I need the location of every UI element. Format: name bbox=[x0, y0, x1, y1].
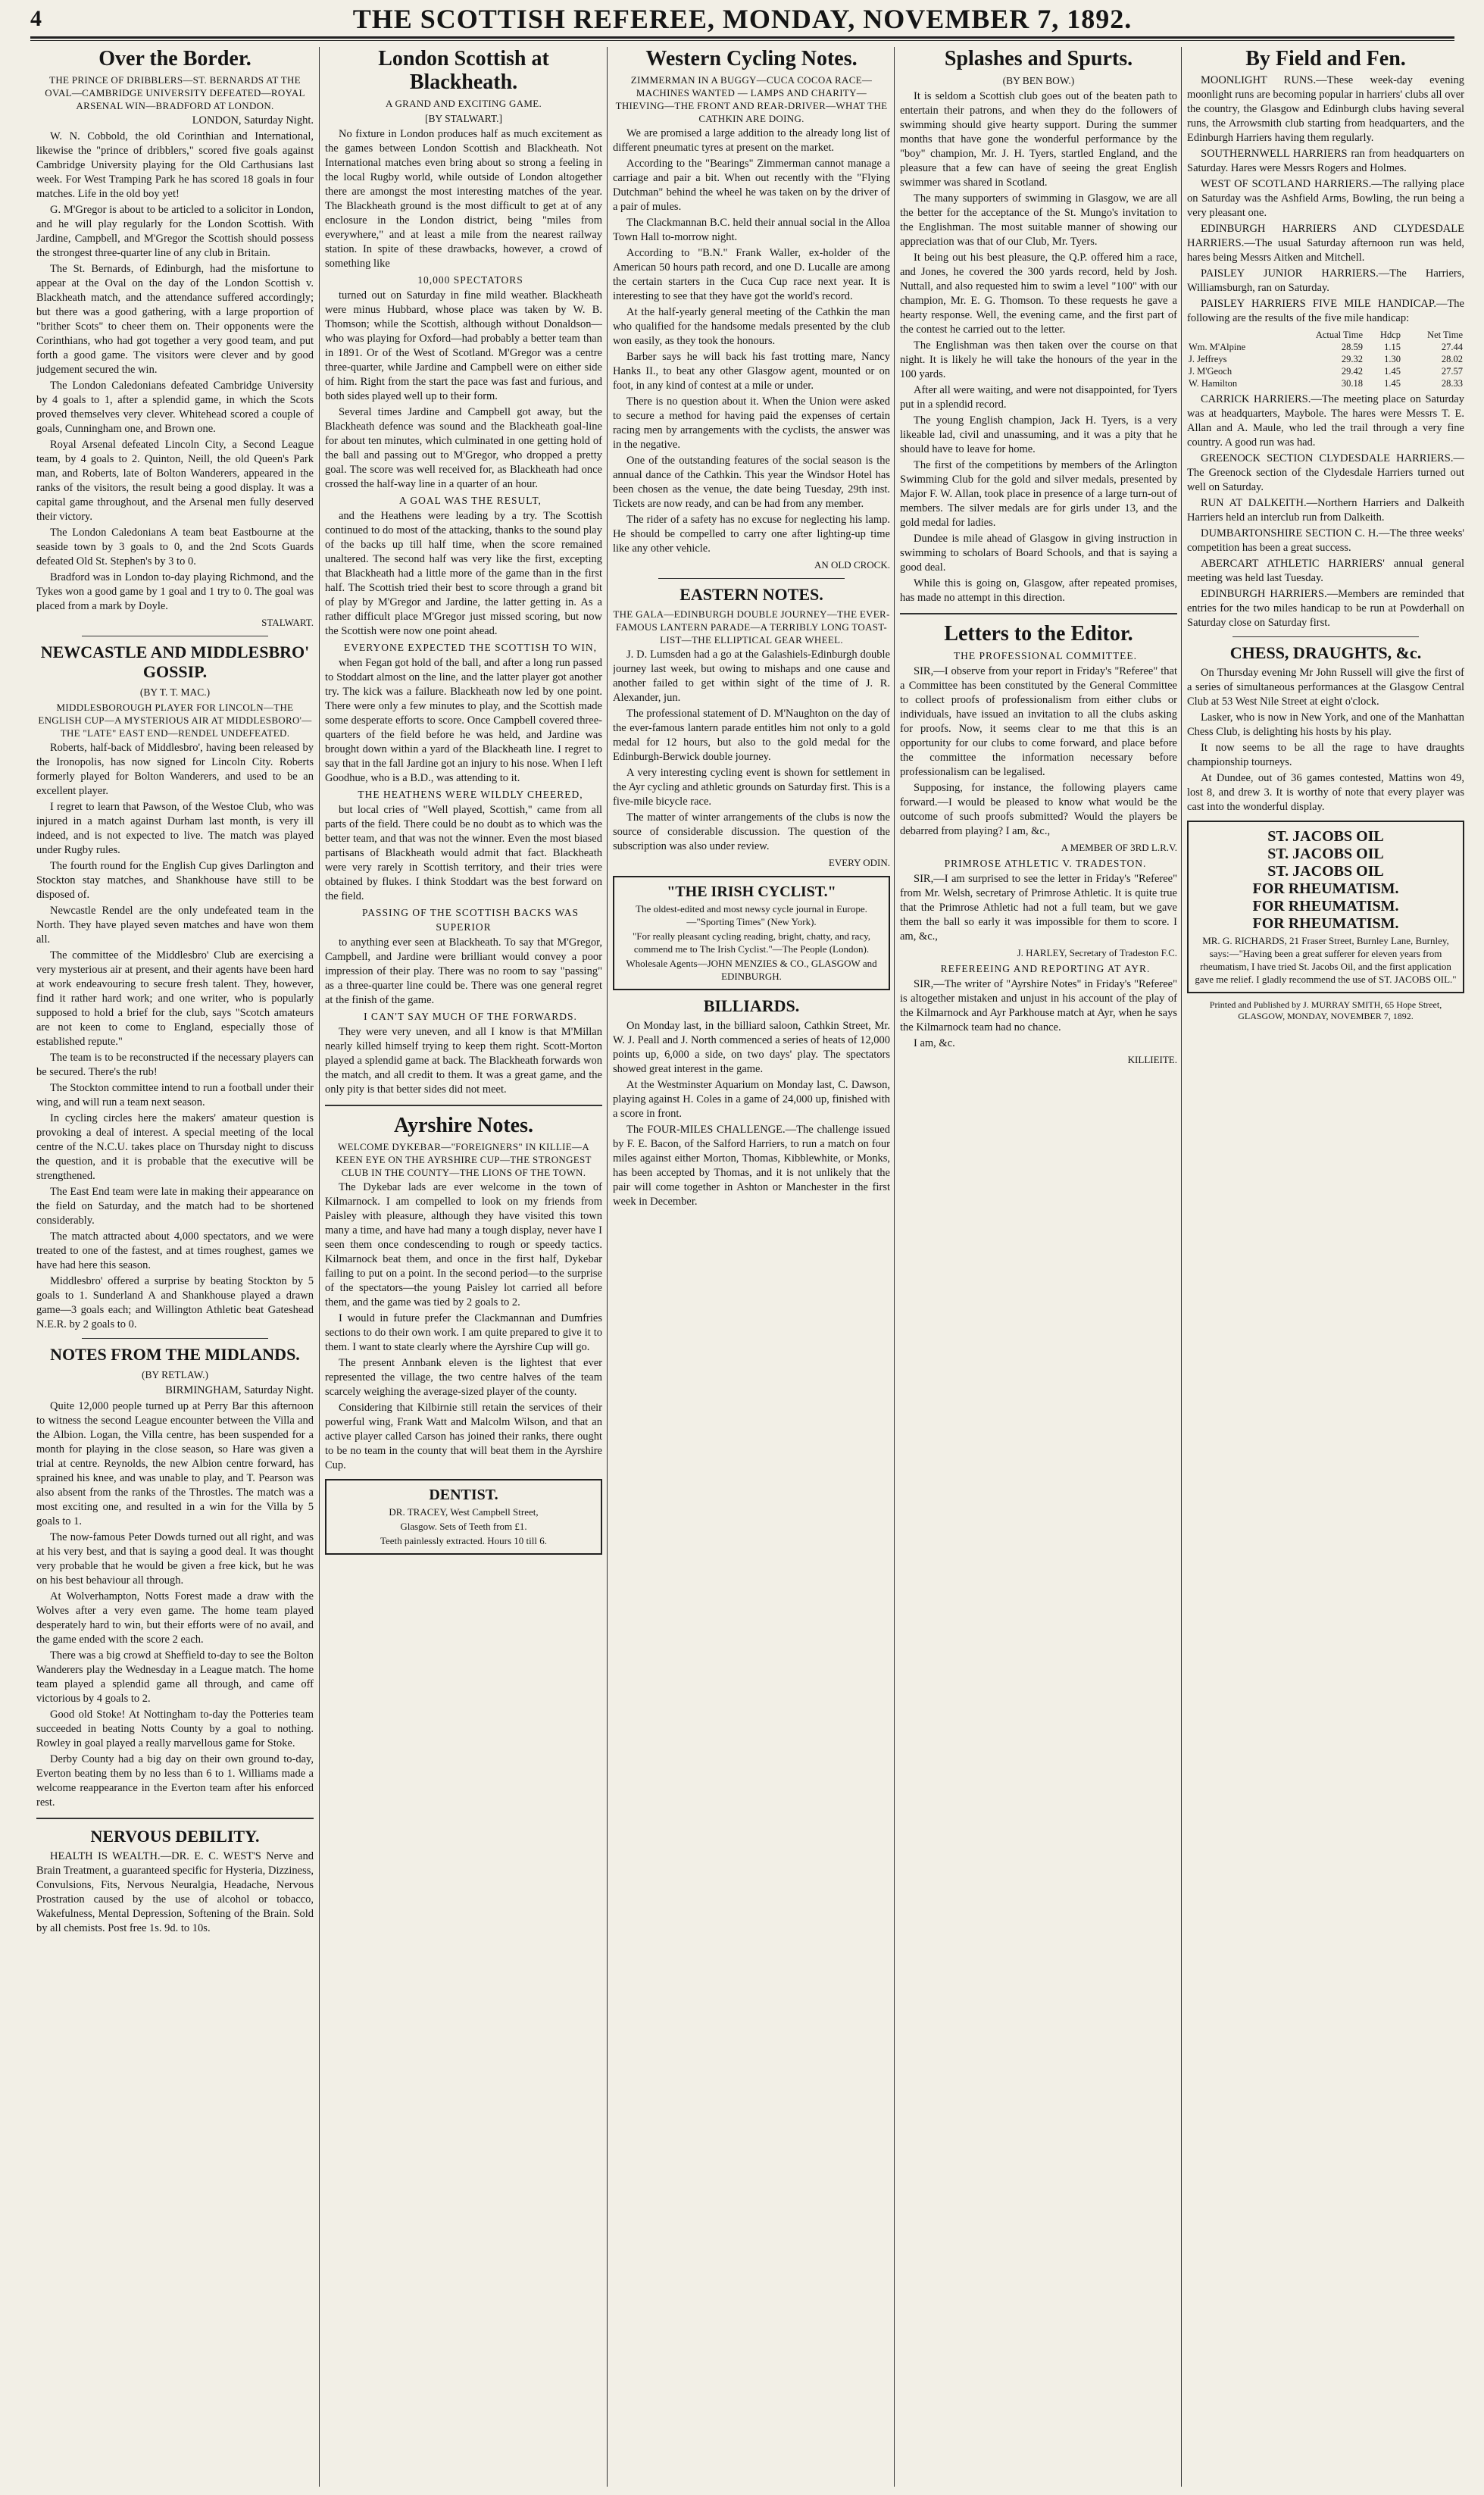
paragraph: At the half-yearly general meeting of the Cathkin the man who qualified for the handsome medals presented by the club won easily, as they took the honours. bbox=[613, 306, 890, 347]
column-5 bbox=[1187, 47, 1464, 2488]
article-heading: NOTES FROM THE MIDLANDS. bbox=[50, 1345, 300, 1364]
paragraph: The fourth round for the English Cup gives Darlington and Stockton stay matches, and Shankhouse have still to be disposed of. bbox=[36, 860, 314, 901]
table-cell: J. Jeffreys bbox=[1189, 354, 1227, 364]
advert-title: FOR RHEUMATISM. bbox=[1252, 915, 1399, 932]
table-cell: 1.15 bbox=[1384, 342, 1401, 352]
subheading: I CAN'T SAY MUCH OF THE FORWARDS. bbox=[364, 1011, 577, 1022]
table-cell: Wm. M'Alpine bbox=[1189, 342, 1246, 352]
paragraph: I would in future prefer the Clackmannan and Dumfries sections to do their own work. I am quite prepared to give it to them. I want to state clearly where the Ayrshire Cup will go. bbox=[325, 1312, 602, 1353]
table-cell: W. Hamilton bbox=[1189, 378, 1238, 389]
table-cell: 27.57 bbox=[1441, 366, 1463, 377]
advert-heading: NERVOUS DEBILITY. bbox=[90, 1827, 260, 1846]
signature: J. HARLEY, Secretary of Tradeston F.C. bbox=[1017, 947, 1177, 958]
paragraph: DUMBARTONSHIRE SECTION C. H.—The three weeks' competition has been a great success. bbox=[1187, 527, 1464, 554]
paragraph: RUN AT DALKEITH.—Northern Harriers and Dalkeith Harriers held an interclub run from Dalkeith. bbox=[1187, 497, 1464, 524]
paragraph: The St. Bernards, of Edinburgh, had the misfortune to appear at the Oval on the day of the London Scottish v. Blackheath match, and the attendance suffered accordingly; but there was a good gathering, with a large proportion of "brither Scots" to cheer them on. Their opponents were the Corinthians, who had got together a very good team, and put forth a good game. The visitors were clever and by good judgement secured the win. bbox=[36, 263, 314, 376]
masthead bbox=[30, 5, 1454, 33]
paragraph: The Stockton committee intend to run a football under their wing, and will run a team next season. bbox=[36, 1082, 314, 1108]
advert-line: Wholesale Agents—JOHN MENZIES & CO., GLASGOW and EDINBURGH. bbox=[626, 958, 877, 982]
advert-title: FOR RHEUMATISM. bbox=[1252, 898, 1399, 915]
dentist-advert bbox=[325, 1479, 602, 1555]
signature: EVERY ODIN. bbox=[828, 857, 890, 868]
table-header-row bbox=[1187, 329, 1464, 341]
table-cell: 28.59 bbox=[1341, 342, 1363, 352]
paragraph: The rider of a safety has no excuse for neglecting his lamp. He should be compelled to carry one after lighting-up time like any other vehicle. bbox=[613, 514, 890, 555]
paragraph: GREENOCK SECTION CLYDESDALE HARRIERS.—The Greenock section of the Clydesdale Harriers turned out well on Saturday. bbox=[1187, 452, 1464, 493]
article-deck: A GRAND AND EXCITING GAME. bbox=[385, 98, 542, 109]
paragraph: The Englishman was then taken over the course on that night. It is likely he will take the honours of the year in the 100 yards. bbox=[900, 339, 1177, 380]
paragraph: In cycling circles here the makers' amateur question is provoking a deal of interest. A special meeting of the local centre of the N.C.U. takes place on Thursday night to discuss the question, and it is probable that the executive will be strengthened. bbox=[36, 1112, 314, 1182]
paragraph: They were very uneven, and all I know is that M'Millan nearly killed himself trying to keep them right. Scott-Morton played a splendid game at back. The Blackheath forwards won the match, and all credit to them. It was a great game, and the only pity is that better sides did not meet. bbox=[325, 1026, 602, 1096]
paragraph: It now seems to be all the rage to have draughts championship tourneys. bbox=[1187, 742, 1464, 768]
table-cell: 29.42 bbox=[1341, 366, 1363, 377]
divider bbox=[900, 613, 1177, 614]
advert-line: Teeth painlessly extracted. Hours 10 till 6. bbox=[380, 1535, 548, 1546]
table-cell: 28.33 bbox=[1441, 378, 1463, 389]
article-heading: Splashes and Spurts. bbox=[944, 47, 1133, 70]
paragraph: Lasker, who is now in New York, and one of the Manhattan Chess Club, is delighting his hosts by his play. bbox=[1187, 711, 1464, 738]
article-heading: NEWCASTLE AND MIDDLESBRO' GOSSIP. bbox=[40, 643, 310, 681]
paragraph: turned out on Saturday in fine mild weather. Blackheath were minus Hubbard, whose place was taken by W. B. Thomson; while the Scottish, although without Donaldson—who was playing for Oxford—had probably a better team than in 1891. Or of the West of Scotland. M'Gregor was a centre three-quarter, while Jardine and Campbell were on either side of him. Right from the start the pace was fast and furious, and both sides played well up to their form. bbox=[325, 289, 602, 402]
results-table bbox=[1187, 329, 1464, 389]
article-heading: Ayrshire Notes. bbox=[393, 1114, 534, 1137]
paragraph: The young English champion, Jack H. Tyers, is a very likeable lad, civil and unassuming, and it was a pity that he should have to leave for home. bbox=[900, 414, 1177, 455]
article-heading: EASTERN NOTES. bbox=[680, 585, 823, 604]
byline: (BY BEN BOW.) bbox=[1002, 75, 1075, 86]
subheading: PASSING OF THE SCOTTISH BACKS WAS SUPERIOR bbox=[362, 907, 579, 933]
paragraph: There is no question about it. When the Union were asked to secure a method for having paid the expenses of certain racing men by arrangements with the cyclists, the answer was in the negative. bbox=[613, 396, 890, 451]
advert-line: Glasgow. Sets of Teeth from £1. bbox=[400, 1521, 527, 1532]
irish-cyclist-advert bbox=[613, 876, 890, 990]
paragraph: At Wolverhampton, Notts Forest made a draw with the Wolves after a very even game. The home team played desperately hard to win, but their efforts were of no avail, and the game ended with the score 2 each. bbox=[36, 1590, 314, 1646]
article-deck: WELCOME DYKEBAR—"FOREIGNERS" IN KILLIE—A KEEN EYE ON THE AYRSHIRE CUP—THE STRONGEST CLUB IN THE COUNTY—THE LIONS OF THE TOWN. bbox=[336, 1141, 592, 1178]
paragraph: While this is going on, Glasgow, after repeated promises, has made no attempt in this direction. bbox=[900, 577, 1177, 604]
table-header bbox=[1187, 329, 1283, 341]
advert-title: "THE IRISH CYCLIST." bbox=[667, 883, 836, 900]
paragraph: The London Caledonians A team beat Eastbourne at the seaside town by 3 goals to 0, and the 2nd Scots Guards defeated Old St. Stephen's by 3 to 0. bbox=[36, 527, 314, 567]
paragraph: According to the "Bearings" Zimmerman cannot manage a carriage and pair a bit. When out recently with the "Flying Dutchman" behind the wheel he was taken on by the driver of a pair of mules. bbox=[613, 158, 890, 213]
masthead-rule-thin bbox=[30, 40, 1454, 41]
subheading: EVERYONE EXPECTED THE SCOTTISH TO WIN, bbox=[344, 642, 597, 653]
dateline: BIRMINGHAM, Saturday Night. bbox=[165, 1384, 314, 1396]
paragraph: Considering that Kilbirnie still retain the services of their powerful wing, Frank Watt and Malcolm Wilson, and that an active player called Carson has joined their ranks, there ought to be no team in the county that will beat them in the Ayrshire Cup. bbox=[325, 1402, 602, 1471]
byline: (BY T. T. MAC.) bbox=[139, 686, 211, 698]
paragraph: SIR,—I am surprised to see the letter in Friday's "Referee" from Mr. Welsh, secretary of Primrose Athletic. It is quite true that the Primrose Athletic had not a full team, but we gave them the ball so early it was impossible for them to score. I am, &c., bbox=[900, 873, 1177, 943]
column-rule bbox=[1181, 47, 1182, 2487]
paragraph: The first of the competitions by members of the Arlington Swimming Club for the gold and silver medals, presented by Major F. W. Allan, took place in presence of a large turn-out of members. The silver medals are for girls under 13, and the gold medal for ladies. bbox=[900, 459, 1177, 529]
subheading: A GOAL WAS THE RESULT, bbox=[399, 495, 542, 506]
column-1 bbox=[36, 47, 314, 2488]
subheading: PRIMROSE ATHLETIC V. TRADESTON. bbox=[944, 858, 1147, 869]
article-deck: THE PRINCE OF DRIBBLERS—ST. BERNARDS AT THE OVAL—CAMBRIDGE UNIVERSITY DEFEATED—ROYAL ARSENAL WIN—BRADFORD AT LONDON. bbox=[45, 74, 305, 111]
subheading: REFEREEING AND REPORTING AT AYR. bbox=[940, 963, 1151, 974]
article-heading: By Field and Fen. bbox=[1245, 47, 1406, 70]
paragraph: I regret to learn that Pawson, of the Westoe Club, who was injured in a match against Durham last month, is very ill indeed, and is not expected to live. The match was played under Rugby rules. bbox=[36, 801, 314, 856]
divider bbox=[36, 1818, 314, 1819]
paragraph: PAISLEY HARRIERS FIVE MILE HANDICAP.—The following are the results of the five mile handicap: bbox=[1187, 298, 1464, 324]
paragraph: On Monday last, in the billiard saloon, Cathkin Street, Mr. W. J. Peall and J. North commenced a series of heats of 12,000 points up, 6,000 a side, on two days' play. The spectators showed great interest in the game. bbox=[613, 1020, 890, 1075]
table-header: Actual Time bbox=[1315, 330, 1363, 340]
advert-title: FOR RHEUMATISM. bbox=[1252, 880, 1399, 897]
article-deck: MIDDLESBOROUGH PLAYER FOR LINCOLN—THE ENGLISH CUP—A MYSTERIOUS AIR AT MIDDLESBORO'—THE "LATE" EAST END—RENDEL UNDEFEATED. bbox=[38, 702, 312, 739]
table-cell: J. M'Geoch bbox=[1189, 366, 1233, 377]
paragraph: SOUTHERNWELL HARRIERS ran from headquarters on Saturday. Hares were Messrs Rogers and Holmes. bbox=[1187, 148, 1464, 174]
paragraph: A very interesting cycling event is shown for settlement in the Ayr cycling and athletic grounds on Saturday first. This is a five-mile bicycle race. bbox=[613, 767, 890, 808]
subheading: THE HEATHENS WERE WILDLY CHEERED, bbox=[358, 789, 583, 800]
paragraph: Roberts, half-back of Middlesbro', having been released by the Ironopolis, has now signed for Lincoln City. Roberts formerly played for Bolton Wanderers, and used to be an excellent player. bbox=[36, 742, 314, 797]
paragraph: Good old Stoke! At Nottingham to-day the Potteries team succeeded in beating Notts County by a goal to nothing. Rowley in goal played a really marvellous game for Stoke. bbox=[36, 1709, 314, 1749]
paragraph: The now-famous Peter Dowds turned out all right, and was at his very best, and that is saying a good deal. It was thought very probable that he would be given a free kick, but he was on his best behaviour all through. bbox=[36, 1531, 314, 1587]
paragraph: when Fegan got hold of the ball, and after a long run passed to Stoddart almost on the line, and the latter player got another try. The kick was a failure. Blackheath now led by one point. There were only a few minutes to play, and the Scottish made some desperate efforts to score. Once Campbell covered three-quarters of the field before he was held, and Jardine was brought down within a yard of the Blackheath line. I regret to say that in the fall Jardine got an injury to his nose. When I left Goodhue, who is a B.D., was attending to it. bbox=[325, 657, 602, 784]
subheading: 10,000 SPECTATORS bbox=[417, 274, 523, 286]
signature: KILLIEITE. bbox=[1127, 1054, 1177, 1065]
paragraph: CARRICK HARRIERS.—The meeting place on Saturday was at headquarters, Maybole. The hares were Messrs T. E. Allan and A. Maule, who led the trail through a very fine country. A good run was had. bbox=[1187, 393, 1464, 449]
paragraph: J. D. Lumsden had a go at the Galashiels-Edinburgh double journey last week, but owing to mishaps and one cause and another failed to get within sight of the time of J. R. Alexander, jun. bbox=[613, 649, 890, 704]
table-row bbox=[1187, 341, 1464, 353]
paragraph: Middlesbro' offered a surprise by beating Stockton by 5 goals to 1. Sunderland A and Shankhouse played a drawn game—3 goals each; and Willington Athletic beat Gateshead N.E.R. by 2 goals to 0. bbox=[36, 1275, 314, 1330]
paragraph: EDINBURGH HARRIERS.—Members are reminded that entries for the two miles handicap to be run at Powderhall on Saturday close on Saturday first. bbox=[1187, 588, 1464, 629]
table-header: Hdcp bbox=[1379, 330, 1401, 340]
article-heading: BILLIARDS. bbox=[703, 996, 800, 1015]
paragraph: and the Heathens were leading by a try. The Scottish continued to do most of the attacking, thanks to the sound play of the backs up till half time, when the score remained unaltered. The second half was very like the first, excepting that Blackheath had a little more of the game than in the first half. The Scottish tried their best to score through a grand bit of play by M'Gregor and Jardine, the latter getting in. As a rather difficult place M'Gregor just missed scoring, but now the Scottish were now one point ahead. bbox=[325, 510, 602, 637]
subheading: THE PROFESSIONAL COMMITTEE. bbox=[953, 650, 1138, 661]
table-cell: 29.32 bbox=[1341, 354, 1363, 364]
paragraph: EDINBURGH HARRIERS AND CLYDESDALE HARRIERS.—The usual Saturday afternoon run was held, hares being Messrs Aitken and Mitchell. bbox=[1187, 223, 1464, 264]
paragraph: On Thursday evening Mr John Russell will give the first of a series of simultaneous performances at the Glasgow Central Club at 53 West Nile Street at eight o'clock. bbox=[1187, 667, 1464, 708]
article-deck: THE GALA—EDINBURGH DOUBLE JOURNEY—THE EVER-FAMOUS LANTERN PARADE—A TERRIBLY LONG TOAST-LIST—THE ELLIPTICAL GEAR WHEEL. bbox=[613, 608, 890, 646]
paragraph: I am, &c. bbox=[914, 1037, 955, 1049]
column-rule bbox=[607, 47, 608, 2487]
article-heading: Over the Border. bbox=[98, 47, 251, 70]
advert-text: HEALTH IS WEALTH.—DR. E. C. WEST'S Nerve and Brain Treatment, a guaranteed specific for Hysteria, Dizziness, Convulsions, Fits, Nervous Neuralgia, Headache, Nervous Prostration caused by the use of alcohol or tobacco, Wakefulness, Mental Depression, Softening of the Brain. Sold by all chemists. Post free 1s. 9d. to 10s. bbox=[36, 1850, 314, 1934]
table-row bbox=[1187, 377, 1464, 389]
paragraph: The professional statement of D. M'Naughton on the day of the ever-famous lantern parade entitles him not only to a gold medal for 12 hours, but also to the gold medal for the Edinburgh-Berwick double journey. bbox=[613, 708, 890, 763]
paragraph: ABERCART ATHLETIC HARRIERS' annual general meeting was held last Tuesday. bbox=[1187, 558, 1464, 584]
dateline: LONDON, Saturday Night. bbox=[192, 114, 314, 127]
paragraph: It is seldom a Scottish club goes out of the beaten path to entertain their patrons, and when they do the followers of swimming should give hearty support. During the summer months that have gone the wonderful performance by the "boy" champion, Mr. J. H. Tyers, startled England, and the pleasure that a few can have of seeing the great English swimmer was shared in Scotland. bbox=[900, 90, 1177, 189]
paragraph: The team is to be reconstructed if the necessary players can be secured. There's the rub! bbox=[36, 1052, 314, 1078]
paragraph: The London Caledonians defeated Cambridge University by 4 goals to 1, after a splendid game, in which the Scots proved themselves very clever. Whitehead scored a couple of goals, Cunningham one, and Brown one. bbox=[36, 380, 314, 435]
paragraph: Newcastle Rendel are the only undefeated team in the North. They have played seven matches and have won them all. bbox=[36, 905, 314, 946]
byline: (BY RETLAW.) bbox=[142, 1369, 208, 1380]
article-heading: London Scottish at Blackheath. bbox=[378, 47, 549, 94]
printer-imprint: Printed and Published by J. MURRAY SMITH, 65 Hope Street, GLASGOW, MONDAY, NOVEMBER 7, 1892. bbox=[1209, 999, 1442, 1021]
paragraph: The Dykebar lads are ever welcome in the town of Kilmarnock. I am compelled to look on my friends from Paisley with pleasure, although they have visited this town many a time, and have had many a tough display, never have I seen them once condescending to rough or speedy tactics. Kilmarnock beat them, and once in the first half, Dykebar failing to put on a point. In the second period—to the surprise of the spectators—the young Paisley lot carried all before them, and the game was tied by 2 goals to 2. bbox=[325, 1181, 602, 1308]
article-heading: Western Cycling Notes. bbox=[645, 47, 858, 70]
paragraph: The many supporters of swimming in Glasgow, we are all the better for the acceptance of the St. Mungo's invitation to the Englishman. The most suitable manner of showing our appreciation was that of our Club, Mr. Tyers. bbox=[900, 192, 1177, 248]
table-cell: 27.44 bbox=[1441, 342, 1463, 352]
paragraph: One of the outstanding features of the social season is the annual dance of the Cathkin. This year the Windsor Hotel has been chosen as the venue, the date being Tuesday, 29th inst. Tickets are now ready, and can be had from any member. bbox=[613, 455, 890, 510]
table-row bbox=[1187, 365, 1464, 377]
advert-line: "For really pleasant cycling reading, bright, chatty, and racy, commend me to The Irish Cyclist."—The People (London). bbox=[632, 930, 871, 955]
paragraph: At Dundee, out of 36 games contested, Mattins won 49, lost 8, and drew 3. It is worthy of note that every player was cast into the wonderful display. bbox=[1187, 772, 1464, 813]
advert-line: The oldest-edited and most newsy cycle journal in Europe.—"Sporting Times" (New York). bbox=[636, 903, 867, 927]
signature: A MEMBER OF 3RD L.R.V. bbox=[1061, 842, 1177, 853]
paragraph: Quite 12,000 people turned up at Perry Bar this afternoon to witness the second League encounter between the Villa and the Albion. Logan, the Villa centre, has been suspended for a month for playing in the close season, so Hare was given a trial at centre. Reynolds, the new Albion centre forward, has sprained his knee, and was unable to play, and T. Pearson was also absent from the ranks of the Throstles. The match was a most exciting one, and resulted in a win for the Villa by 5 goals to 1. bbox=[36, 1400, 314, 1527]
paragraph: After all were waiting, and were not disappointed, for Tyers put in a splendid record. bbox=[900, 384, 1177, 411]
paragraph: The committee of the Middlesbro' Club are exercising a very mysterious air at present, and their agents have been hard at work endeavouring to secure fresh talent. They, however, find it rather hard work; and one writer, who is popularly supposed to hold a brief for the club, says "Scotch amateurs are not keen to come to England, especially those of established repute." bbox=[36, 949, 314, 1048]
paragraph: The match attracted about 4,000 spectators, and we were treated to one of the fastest, and at times roughest, games we have had here this season. bbox=[36, 1230, 314, 1271]
paragraph: The matter of winter arrangements of the clubs is now the source of considerable discussion. The question of the subscription was also under review. bbox=[613, 811, 890, 852]
table-row bbox=[1187, 353, 1464, 365]
paragraph: WEST OF SCOTLAND HARRIERS.—The rallying place on Saturday was the Ashfield Arms, Bowling, the run being a very pleasant one. bbox=[1187, 178, 1464, 219]
column-rule bbox=[894, 47, 895, 2487]
paragraph: It being out his best pleasure, the Q.P. offered him a race, and Jones, he covered the 300 yards record, held by Josh. Nuttall, and also requested him to swim a level "100" with our champion, Mr. E. G. Thomson. To these requests he gave a hearty response. Well, the evening came, and the first part of the contest he carried out to the letter. bbox=[900, 252, 1177, 336]
paragraph: Barber says he will back his fast trotting mare, Nancy Hanks II., to beat any other Glasgow agent, mounted or on foot, in any kind of contest at a mile or under. bbox=[613, 351, 890, 392]
paragraph: The Clackmannan B.C. held their annual social in the Alloa Town Hall to-morrow night. bbox=[613, 217, 890, 243]
paragraph: We are promised a large addition to the already long list of different pneumatic tyres at present on the market. bbox=[613, 127, 890, 154]
column-2 bbox=[325, 47, 602, 2488]
column-3 bbox=[613, 47, 890, 2488]
paragraph: The FOUR-MILES CHALLENGE.—The challenge issued by F. E. Bacon, of the Salford Harriers, to run a match on four miles against either Morton, Thomas, Kibblewhite, or Monks, has been accepted by Thomas, and it is not unlikely that the pair will come together in Ashton or Manchester in the first week in December. bbox=[613, 1124, 890, 1208]
table-cell: 1.45 bbox=[1384, 378, 1401, 389]
table-cell: 30.18 bbox=[1341, 378, 1363, 389]
paragraph: PAISLEY JUNIOR HARRIERS.—The Harriers, Williamsburgh, ran on Saturday. bbox=[1187, 267, 1464, 294]
table-cell: 1.30 bbox=[1384, 354, 1401, 364]
paragraph: MOONLIGHT RUNS.—These week-day evening moonlight runs are becoming popular in harriers' clubs all over the country, the Glasgow and Edinburgh clubs having several runs, the Arrowsmith club starting from headquarters, and the Edinburgh Harriers having them regularly. bbox=[1187, 74, 1464, 144]
paragraph: Derby County had a big day on their own ground to-day, Everton beating them by no less than 6 to 1. Williams made a welcome reappearance in the Everton team after his enforced rest. bbox=[36, 1753, 314, 1809]
masthead-rule bbox=[30, 36, 1454, 39]
st-jacobs-oil-advert bbox=[1187, 821, 1464, 993]
paragraph: Royal Arsenal defeated Lincoln City, a Second League team, by 4 goals to 2. Quinton, Neill, the old Queen's Park man, and Roberts, late of Bolton Wanderers, appeared in the ranks of the visitors, the result being a good display. It was a capital game throughout, and the Arsenal men fully deserved their victory. bbox=[36, 439, 314, 523]
paragraph: SIR,—The writer of "Ayrshire Notes" in Friday's "Referee" is altogether mistaken and unjust in his account of the play of the Kilmarnock and Ayr Parkhouse match at Ayr, when he says the Kilmarnock team had no chance. bbox=[900, 978, 1177, 1033]
paragraph: The East End team were late in making their appearance on the field on Saturday, and the match had to be shortened considerably. bbox=[36, 1186, 314, 1227]
divider bbox=[658, 578, 845, 579]
divider bbox=[1233, 636, 1419, 637]
paragraph: Dundee is mile ahead of Glasgow in giving instruction in swimming to scholars of Board Schools, and that is saying a good deal. bbox=[900, 533, 1177, 574]
signature: AN OLD CROCK. bbox=[814, 559, 890, 571]
paragraph: At the Westminster Aquarium on Monday last, C. Dawson, playing against H. Coles in a game of 24,000 up, finished with a score in front. bbox=[613, 1079, 890, 1120]
paragraph: but local cries of "Well played, Scottish," came from all parts of the field. There could be no doubt as to which was the better team, and that was not the winner. Even the most biased partisans of Blackheath would admit that fact. Blackheath were very rarely in Scottish territory, and their tries were obtained by flukes. I think Stoddart was the best forward on the field. bbox=[325, 804, 602, 902]
table-cell: 28.02 bbox=[1441, 354, 1463, 364]
table-cell: 1.45 bbox=[1384, 366, 1401, 377]
paragraph: Supposing, for instance, the following players came forward.—I would be pleased to know what would be the outcome of such proofs submitted? Would the players be debarred from playing? I am, &c., bbox=[900, 782, 1177, 837]
divider bbox=[82, 1338, 268, 1339]
paragraph: No fixture in London produces half as much excitement as the games between London Scottish and Blackheath. Not International matches even bring about so strong a feeling in the local Rugby world, while outside of London altogether there are amongst the most interesting matches of the year. The Blackheath ground is the most difficult to get at of any enclosure in the London district, being "miles from everywhere," and at least a mile from the nearest railway station. In spite of these drawbacks, however, a crowd of something like bbox=[325, 128, 602, 270]
column-4 bbox=[900, 47, 1177, 2488]
paragraph: There was a big crowd at Sheffield to-day to see the Bolton Wanderers play the Wednesday in a League match. The home team played a splendid game all through, and came off victorious by 4 goals to 2. bbox=[36, 1649, 314, 1705]
signature: STALWART. bbox=[261, 617, 314, 628]
advert-title: ST. JACOBS OIL bbox=[1267, 863, 1384, 880]
article-heading: CHESS, DRAUGHTS, &c. bbox=[1229, 643, 1422, 662]
table-header: Net Time bbox=[1427, 330, 1463, 340]
advert-testimonial: MR. G. RICHARDS, 21 Fraser Street, Burnley Lane, Burnley, says:—"Having been a great sufferer for eleven years from rheumatism, I have tried St. Jacobs Oil, and the first application gave me relief. I gladly recommend the use of ST. JACOBS OIL." bbox=[1195, 935, 1457, 985]
paragraph: The present Annbank eleven is the lightest that ever represented the village, the two centre halves of the team scarcely weighing the average-sized player of the county. bbox=[325, 1357, 602, 1398]
byline: [BY STALWART.] bbox=[424, 113, 503, 124]
page-number: 4 bbox=[30, 6, 42, 31]
paragraph: to anything ever seen at Blackheath. To say that M'Gregor, Campbell, and Jardine were brilliant would convey a poor impression of their play. There was no room to say "passing" as a three-quarter line could be. There was one general regret at the finish of the game. bbox=[325, 936, 602, 1006]
column-rule bbox=[319, 47, 320, 2487]
advert-title: ST. JACOBS OIL bbox=[1267, 828, 1384, 845]
article-deck: ZIMMERMAN IN A BUGGY—CUCA COCOA RACE—MACHINES WANTED — LAMPS AND CHARITY—THIEVING—THE FRONT AND REAR-DRIVER—WHAT THE CATHKIN ARE DOING. bbox=[615, 74, 888, 124]
paragraph: Several times Jardine and Campbell got away, but the Blackheath defence was sound and the Blackheath goal-line for about ten minutes, which culminated in one getting hold of the ball and passing out to M'Gregor, who dropped a pretty goal. The score was well received for, as Blackheath had once crossed the half-way line in a quarter of an hour. bbox=[325, 406, 602, 490]
paragraph: Bradford was in London to-day playing Richmond, and the Tykes won a good game by 1 goal and 1 try to 0. The goal was placed from a mark by Doyle. bbox=[36, 571, 314, 612]
newspaper-title: THE SCOTTISH REFEREE, MONDAY, NOVEMBER 7, 1892. bbox=[352, 4, 1133, 34]
advert-line: DR. TRACEY, West Campbell Street, bbox=[389, 1506, 539, 1518]
paragraph: G. M'Gregor is about to be articled to a solicitor in London, and he will play regularly for the London Scottish. With Jardine, Campbell, and M'Gregor the Scottish should possess the strongest three-quarter line of any club in Britain. bbox=[36, 204, 314, 259]
paragraph: W. N. Cobbold, the old Corinthian and International, likewise the "prince of dribblers," scored five goals against Cambridge University playing for the Old Carthusians last week. For West Tramping Park he has scored 18 goals in four matches. Life in the old boy yet! bbox=[36, 130, 314, 200]
section-heading: Letters to the Editor. bbox=[944, 622, 1133, 646]
paragraph: SIR,—I observe from your report in Friday's "Referee" that a Committee has been constituted by the General Committee to collect proofs of professionalism from either clubs or individuals, have issued an invitation to all the clubs asking for proofs. Now, it seems clear to me that this is an opportunity for our clubs to come forward, and place before the committee the information necessary before professionalism can be legalised. bbox=[900, 665, 1177, 778]
advert-title: ST. JACOBS OIL bbox=[1267, 846, 1384, 862]
paragraph: According to "B.N." Frank Waller, ex-holder of the American 50 hours path record, and one D. Lucalle are among the certain starters in the Cuca Cup race next year. It is interesting to see that they have got the world's record. bbox=[613, 247, 890, 302]
advert-title: DENTIST. bbox=[429, 1487, 498, 1503]
divider bbox=[325, 1105, 602, 1106]
